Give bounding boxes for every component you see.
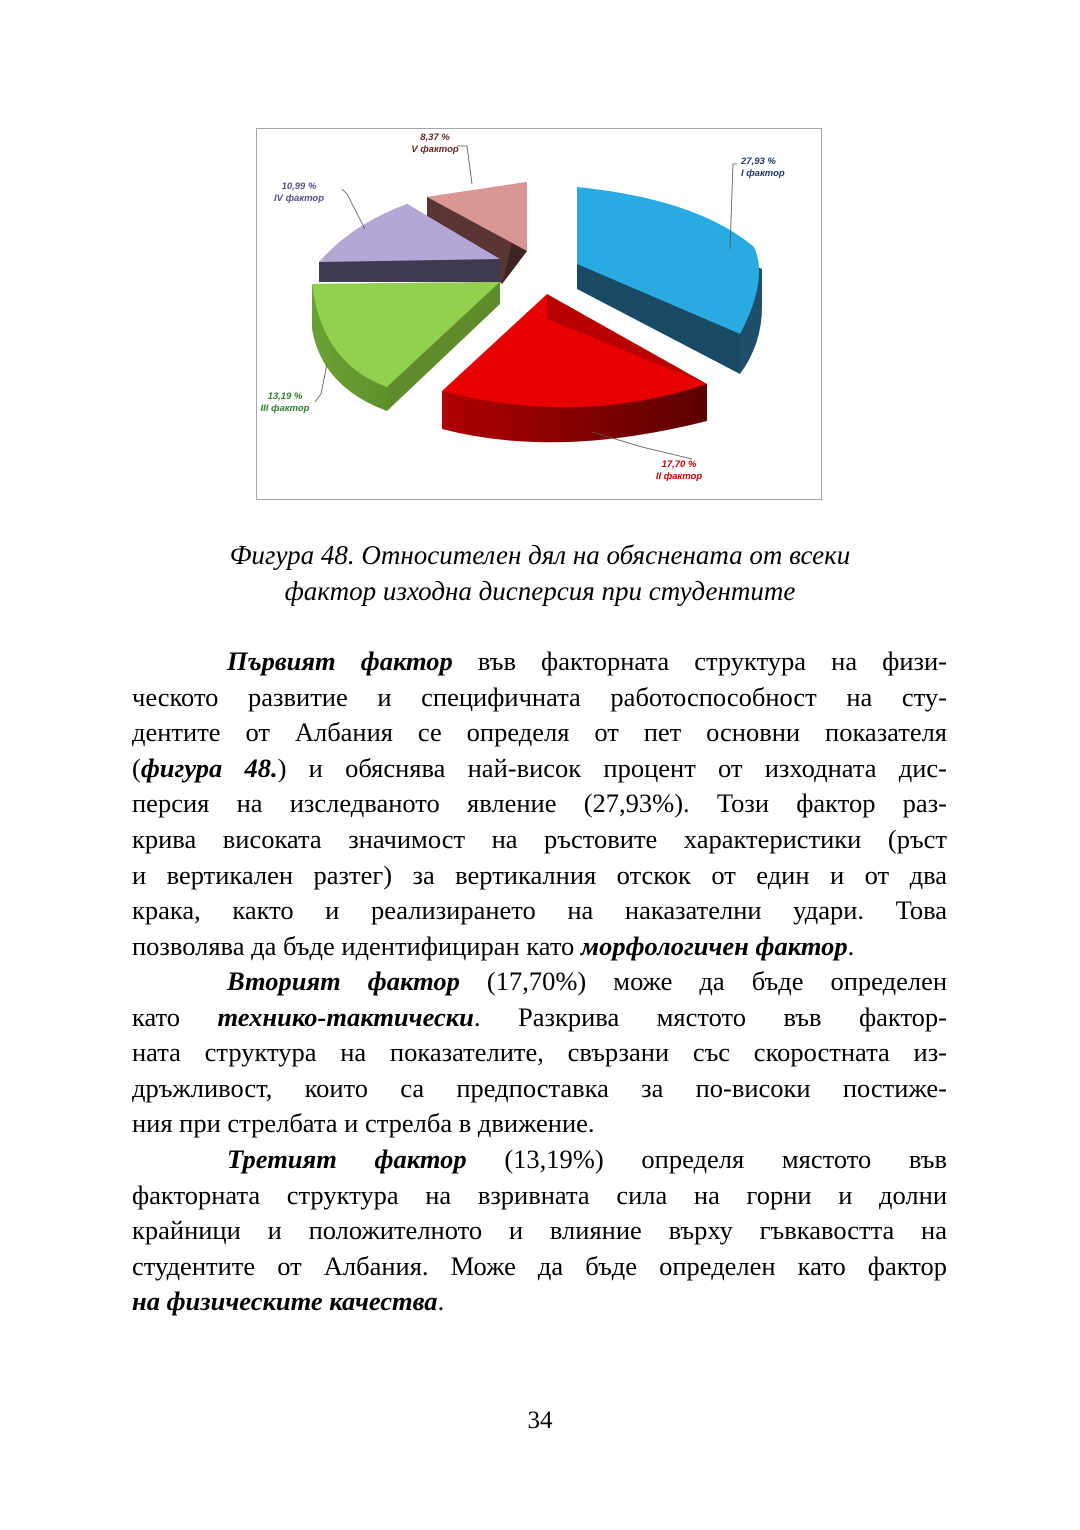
slice-iii-label: III фактор (260, 403, 310, 414)
slice-ii-label: II фактор (655, 471, 703, 482)
term-second-factor: Вторият фактор (227, 966, 460, 996)
slice-iv-value: 10,99 % (281, 181, 317, 192)
page-number: 34 (527, 1407, 553, 1434)
slice-i-label: I фактор (741, 168, 785, 179)
term-physical-qualities: на физическите качества (132, 1286, 438, 1317)
figure-caption-line-2: фактор изходна дисперсия при студентите (284, 576, 796, 606)
paragraph-first-factor: Първият фактор във факторната структура на физи- ческото развитие и специфичната работоспособност на сту- дентите от Албания се определя от пет основни показателя (фигура 48.) и обяснява най-висок процент от изходната дис- персия на изследваното явление (27,93%). Този фактор раз- крива високата значимост на ръстовите характеристики (ръст и вертикален разтег) за вертикалния отскок от един и от два крака, както и реализирането на наказателни удари. Това позволява да бъде идентифициран като морфологичен фактор. (132, 646, 947, 961)
term-morphological-factor: морфологичен фактор (580, 930, 848, 961)
slice-iii-value: 13,19 % (267, 391, 303, 402)
term-technical-tactical: технико-тактически (217, 1001, 474, 1032)
paragraph-second-factor: Вторият фактор (17,70%) може да бъде определен като технико-тактически. Разкрива мястото във фактор- ната структура на показателите, свързани със скоростната из- дръжливост, които са предпоставка за по-високи постиже- ния при стрелбата и стрелба в движение. (132, 966, 948, 1139)
term-third-factor: Третият фактор (227, 1144, 467, 1174)
pie-chart-figure (256, 128, 822, 500)
slice-iv-label: IV фактор (273, 193, 325, 204)
pie-chart (257, 129, 823, 501)
slice-v-label: V фактор (411, 144, 459, 155)
figure-caption-line-1: Фигура 48. Относителен дял на обяснената от всеки (229, 540, 851, 570)
slice-v-value: 8,37 % (420, 132, 450, 143)
paragraph-third-factor: Третият фактор (13,19%) определя мястото във факторната структура на взривната сила на горни и долни крайници и положителното и влияние върху гъвкавостта на студентите от Албания. Може да бъде определен като фактор на физическите качества. (132, 1144, 947, 1317)
figure-reference: фигура 48. (140, 752, 278, 783)
slice-ii-value: 17,70 % (661, 459, 697, 470)
term-first-factor: Първият фактор (227, 646, 453, 676)
slice-i-value: 27,93 % (741, 156, 776, 167)
